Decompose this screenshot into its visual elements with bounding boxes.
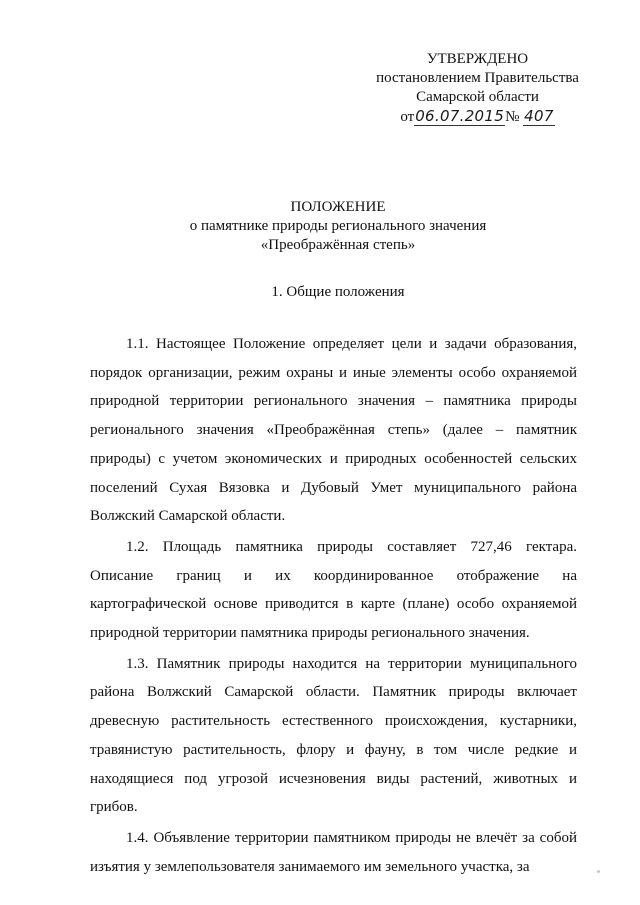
approval-line-2: Самарской области — [416, 89, 539, 105]
title-line-2: о памятнике природы регионального значения — [189, 218, 487, 234]
title-line-3: «Преображённая степь» — [260, 237, 416, 253]
scan-speck — [597, 870, 600, 873]
paragraph: 1.3. Памятник природы находится на территории муниципального района Волжский Самарской области. Памятник природы включает древесную растительность естественного происхождения, кустарники, травянистую растительность, флору и фауну, в том числе редкие и находящиеся под угрозой исчезновения виды растений, животных и грибов. — [90, 655, 577, 816]
approval-heading: УТВЕРЖДЕНО — [426, 51, 529, 67]
approval-stamp — [355, 50, 600, 127]
paragraph: 1.4. Объявление территории памятником природы не влечёт за собой изъятия у землепользователя занимаемого им земельного участка, за — [90, 829, 577, 875]
section-heading: 1. Общие положения — [271, 284, 405, 300]
paragraph: 1.1. Настоящее Положение определяет цели и задачи образования, порядок организации, режим охраны и иные элементы особо охраняемой природной территории регионального значения – памятника природы регионального значения «Преображённая степь» (далее – памятник природы) с учетом экономических и природных особенностей сельских поселений Сухая Вязовка и Дубовый Умет муниципального района Волжский Самарской области. — [90, 336, 577, 525]
date-prefix: от — [400, 109, 415, 125]
number-prefix: № — [505, 109, 520, 125]
document-body — [90, 330, 577, 883]
approval-line-1: постановлением Правительства — [376, 70, 579, 86]
approval-date-line — [355, 107, 600, 127]
title-line-1: ПОЛОЖЕНИЕ — [290, 199, 386, 215]
document-title — [90, 198, 586, 255]
handwritten-number: 407 — [524, 107, 554, 125]
handwritten-date: 06.07.2015 — [415, 107, 505, 125]
paragraph: 1.2. Площадь памятника природы составляет 727,46 гектара. Описание границ и их координированное отображение на картографической основе приводится в карте (плане) особо охраняемой природной территории памятника природы регионального значения. — [90, 538, 577, 642]
